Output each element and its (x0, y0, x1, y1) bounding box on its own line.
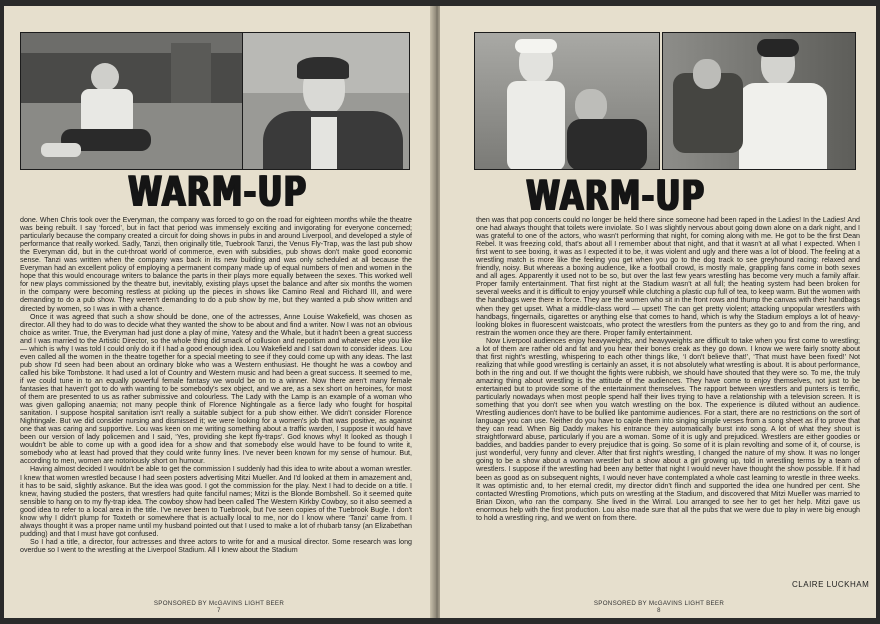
right-page (440, 6, 876, 618)
paragraph: done. When Chris took over the Everyman, the company was forced to go on the road for eighteen months while the theatre was being rebuilt. I say ‘forced’, but in fact that period was immensely exciting and invigorating for everyone concerned; particularly because the company created a circuit for doing shows in pubs in and around Liverpool, and developed a style of performance that really worked. Sadly, Tanzi, then originally title, Tuebrook Tanzi, the Venus Fly-Trap, was the last pub show the Everyman did, but in the cut-throat world of commerce, even with subsidies, pub shows don't make good economic sense. Tanzi was written when the company was back in its new building and was only scheduled at all because the Everyman had an excellent policy of employing a permanent company made up of equal numbers of men and women in the hope that this would encourage writers to balance the parts in their plays more equally between the sexes. This worked well for new plays commissioned by the theatre but, inevitably, existing plays upset the balance and after six months the women in the company were becoming restless at picking up the pieces in shows like Camino Real and Richard III, and were demanding to do a pub show. They weren't demanding to do a pub show by me, but they wanted a pub show written and directed by women, so I was in with a chance. (20, 216, 412, 313)
article-body (20, 216, 412, 592)
left-page (4, 6, 434, 618)
headline: WARM-UP (526, 172, 706, 221)
page-number: 7 (217, 608, 221, 614)
headline: WARM-UP (128, 168, 308, 217)
paragraph: Once it was agreed that such a show should be done, one of the actresses, Anne Louise Wakefield, was chosen as director. All they had to do was to decide what they wanted the show to be about and find a writer. Now I was not an obvious choice as writer. True, the Everyman had just done a play of mine, Yatesy and the Whale, but it hadn't been a great success and I was married to the Artistic Director, so the whole thing did smack of collusion and nepotism and whatever else you like — which is why I was told I could only do it if I had a good enough idea. Lou Wakefield and I sat down to consider ideas. Lou even called all the women in the theatre together for a special meeting to see if they could come up with any ideas. The last pub show I'd seen had been about an ordinary bloke who was a Western enthusiast. He thought he was a cowboy and called his bike Tombstone. It had used a lot of Country and Western music and had been a great success. It seemed to me, if we could tune in to an equally powerful female fantasy we would be on to a winner. Now there aren't many female fantasies that haven't got to do with wanting to be somebody's sex object, and we are, as a sex short on heroines, for most of them are presented to us as rather submissive and colourless. The Lady with the Lamp is an example of a woman who was given galloping anaemia; not many people think of Florence Nightingale as a fierce lady who fought for hospital sanitation. I suppose hospital sanitation isn't really a suitable subject for a pub show either. We didn't consider Florence Nightingale. But we did consider nursing and dismissed it; we were looking for a women's job that was positive, as against one that was caring and supportive. Lou was keen on me writing something about a traffic warden, I suppose it would have been our version of lady policemen and I said, ‘Yes, providing she kept fly-traps’. God knows why! It looked as though I wouldn't be able to come up with a good idea for a show and that somebody else would have to be found to write it, somebody who at least had proved that they could write funny lines. I've never been known for my sense of humour. But, according to men, women are notoriously short on humour. (20, 312, 412, 466)
photo-actor-in-ring (662, 32, 856, 170)
photo-actor-portrait (242, 32, 410, 170)
sponsor-text: SPONSORED BY McGAVINS LIGHT BEER (593, 600, 725, 607)
photo-wrestling-scene (474, 32, 660, 170)
paragraph: Having almost decided I wouldn't be able to get the commission I suddenly had this idea to write about a woman wrestler. I knew that women wrestled because I had seen posters advertising Mitzi Mueller. And I'd looked at them in amazement and, it has to be said, slightly askance. But the idea was good. I got the commission for the play. Next I had to decide on a title. I knew, having studied the posters, that wrestlers had quite fanciful names; Mitzi is the Blonde Bombshell. So it seemed quite sensible to hang on to my fly-trap idea. The cowboy show had been called The Western Kirkby Cowboy, so it also seemed a good idea to refer to a local area in the title. I've never been to Tuebrook, but I've seen copies of the Tuebrook Bugle. I don't know why I didn't plump for Toxteth or somewhere that is actually local to me, nor do I know where ‘Tanzi’ came from. I always thought it was a proper name until my husband pointed out that I used to make a lot of rhubarb tansy (an Elizabethan pudding) and that I must have got confused. (20, 465, 412, 538)
article-body (476, 216, 860, 572)
paragraph: then was that pop concerts could no longer be held there since someone had been raped in the Ladies! In the Ladies! And one had always thought that toilets were inviolate. So I was slightly nervous about going down alone on a dark night, and I was grateful to one of the actors, who wasn't performing that night, for coming along with me. He got to be the first Dean Rebel. It was freezing cold, that's about all I remember about that night, and that it wasn't at all what I expected. When I first went to see boxing, it was as I expected it to be, it was violent and ugly and there was a lot of blood. The feeling at a wrestling match is more like the feeling you get when you go to the dog track to see greyhound racing: relaxed and friendly, noisy. But whereas a boxing audience, like a football crowd, is mostly male, grappling fans come in both sexes and all ages. Apparently it used not to be so, but over the last few years wrestling has become very much a family affair. Proper family entertainment. That first night at the Stadium wasn't at all full; the heating system had been broken for several weeks and it is difficult to enjoy yourself while clutching a plastic cup full of tea, to keep warm. But the women with the handbags were there in force. They are the women who sit in the front rows and thump the canvas with their handbags when they get upset. What a middle-class word — upset! The can get pretty violent; attacking unpopular wrestlers with handbags, fingernails, cigarettes or anything else that comes to hand, which is why the Stadium employs a lot of heavy-looking blokes in fluorescent waistcoats, who protect the wrestlers from the punters as they go to and from the ring, and restrain the women once they are there. Proper family entertainment. (476, 216, 860, 337)
paragraph: Now Liverpool audiences enjoy heavyweights, and heavyweights are difficult to take when you first come to wrestling; a lot of them are rather old and fat and you hear their bones creak as they go down. I know we were fairly snotty about that first night's wrestling, whispering to each other things like, ‘I don't believe that!’, ‘That must have been fixed!’ Not realizing that while good wrestling is certainly an asset, it is not absolutely what wrestling is about. It is about performance, both in the ring and out. If we thought the fights were rubbish, we should have shouted that they were so. To me, the truly amazing thing about wrestling is the attitude of the audiences. They have come to enjoy themselves, not just to be entertained but to provide some of the entertainment themselves. The rapport between wrestlers and punters is terrific, particularly nowadays when most people spend half their lives trying to have a relationship with a television screen. It is something that you don't see when you watch wrestling on the box. The experience is diluted without an audience. Wrestling audiences don't have to be bullied like pantomime audiences. For a start, there are no restrictions on the sort of language you can use. Neither do you have to cajole them into singing simple verses from a song sheet as if to prove that they can read. When Big Daddy makes his entrance they automatically burst into song. A lot of what they shout is straightforward abuse, particularly if you are a woman. Some of it is ugly and prejudiced. Wrestlers are either goodies or baddies, and baddies pander to every prejudice that is going. So some of it is plain revolting and some of it, of course, is just wonderful, very funny and clever. After that first night's wrestling, I changed the nature of my show. It was no longer going to be a show about a woman wrestler but a show about a girl growing up, told in wrestling terms by a team of wrestlers. I suppose if the wrestling had been any better that night I would never have thought the show possible. If it had been as good as on subsequent nights, I would never have contemplated a whole cast learning to wrestle in three weeks. It was optimistic and, to her eternal credit, my director didn't flinch and supported the idea one hundred per cent. She contacted Wrestling Promotions, which puts on wrestling at the Stadium, and discovered that Mitzi Mueller was married to Brian Dixon, who ran the company. She lived in the Wirral. Lou arranged to see her to get her help. Mitzi gave us enormous help with the first production. Lou also made sure that all the pubs that we were due to play in were big enough to hold a wrestling ring, and we went on from there. (476, 336, 860, 522)
sponsor-text: SPONSORED BY McGAVINS LIGHT BEER (153, 600, 285, 607)
photo-rehearsal (20, 32, 248, 170)
paragraph: So I had a title, a director, four actresses and three actors to write for and a musical director. Some research was long overdue so I went to the wrestling at the Liverpool Stadium. All I knew about the Stadium (20, 537, 412, 554)
page-number: 8 (657, 608, 661, 614)
sponsor-footer (574, 600, 744, 614)
sponsor-footer (134, 600, 304, 614)
author-credit: CLAIRE LUCKHAM (792, 580, 870, 589)
